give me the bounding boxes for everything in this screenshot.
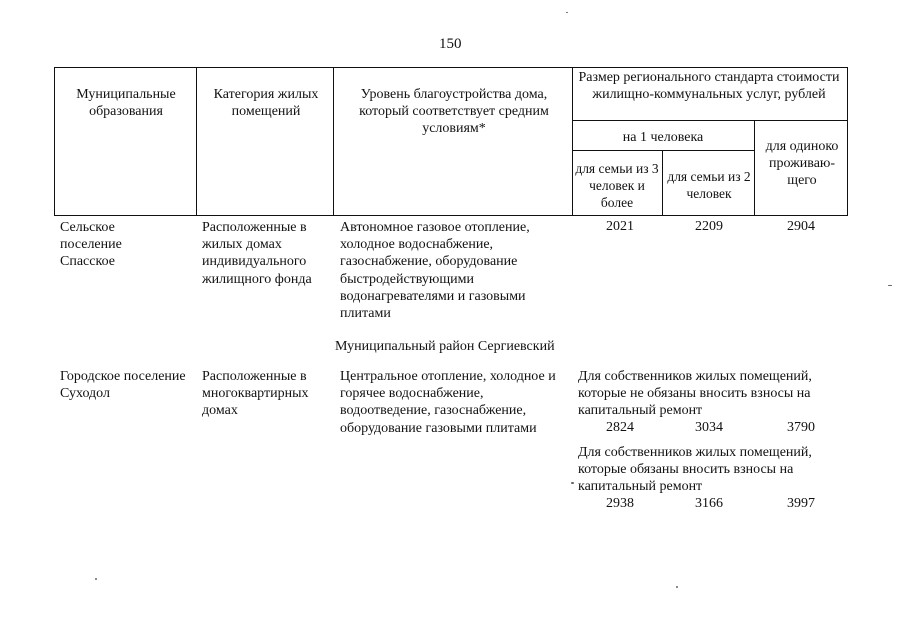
col-divider-1 (196, 67, 197, 216)
header-per-person: на 1 человека (622, 130, 704, 145)
col-divider-right (847, 67, 848, 216)
row2-a-value-family3: 2824 (606, 420, 634, 435)
row2-note-b: Для собственников жилых помещений, которые обязаны вносить взносы на капитальный ремонт (578, 445, 812, 495)
row2-level: Центральное отопление, холодное и горячее водоснабжение, водоотведение, газоснабжение, оборудование газовыми плитами (340, 369, 556, 436)
table-header-bottom-border (54, 215, 848, 216)
subheader-line-2 (572, 150, 754, 151)
col-divider-single (754, 120, 755, 216)
row2-municipal: Городское поселение Суходол (60, 369, 186, 402)
subheader-line-1 (572, 120, 848, 121)
row2-a-value-single: 3790 (787, 420, 815, 435)
scan-speck (676, 586, 678, 588)
section-title: Муниципальный район Сергиевский (335, 339, 555, 354)
row2-b-value-family3: 2938 (606, 496, 634, 511)
page-number: 150 (439, 36, 462, 52)
row2-b-value-single: 3997 (787, 496, 815, 511)
header-municipal: Муниципальные образования (76, 87, 176, 119)
col-divider-left (54, 67, 55, 216)
col-divider-2 (333, 67, 334, 216)
row1-value-family2: 2209 (695, 219, 723, 234)
table-top-border (54, 67, 848, 68)
header-level: Уровень благоустройства дома, который соответствует средним условиям* (359, 87, 549, 136)
scan-speck (95, 578, 97, 580)
row1-category: Расположенные в жилых домах индивидуального жилищного фонда (202, 220, 312, 287)
scan-speck (566, 12, 568, 13)
row1-municipal: Сельское поселение Спасское (60, 220, 122, 270)
header-category: Категория жилых помещений (213, 87, 319, 119)
scan-speck (888, 285, 892, 286)
row2-category: Расположенные в многоквартирных домах (202, 369, 309, 419)
header-size-title: Размер регионального стандарта стоимости жилищно-коммунальных услуг, рублей (578, 70, 840, 102)
header-family-2: для семьи из 2 человек (667, 169, 751, 201)
row2-a-value-family2: 3034 (695, 420, 723, 435)
header-family-3: для семьи из 3 человек и более (575, 161, 659, 210)
row1-level: Автономное газовое отопление, холодное водоснабжение, газоснабжение, оборудование быстродействующими водонагревателями и газовыми плитами (340, 220, 530, 322)
row1-value-family3: 2021 (606, 219, 634, 234)
col-divider-3 (572, 67, 573, 216)
row1-value-single: 2904 (787, 219, 815, 234)
header-single: для одиноко проживаю- щего (765, 139, 839, 188)
row2-b-value-family2: 3166 (695, 496, 723, 511)
scan-speck (571, 482, 574, 484)
row2-note-a: Для собственников жилых помещений, которые не обязаны вносить взносы на капитальный ремонт (578, 369, 812, 419)
col-divider-family (662, 150, 663, 216)
